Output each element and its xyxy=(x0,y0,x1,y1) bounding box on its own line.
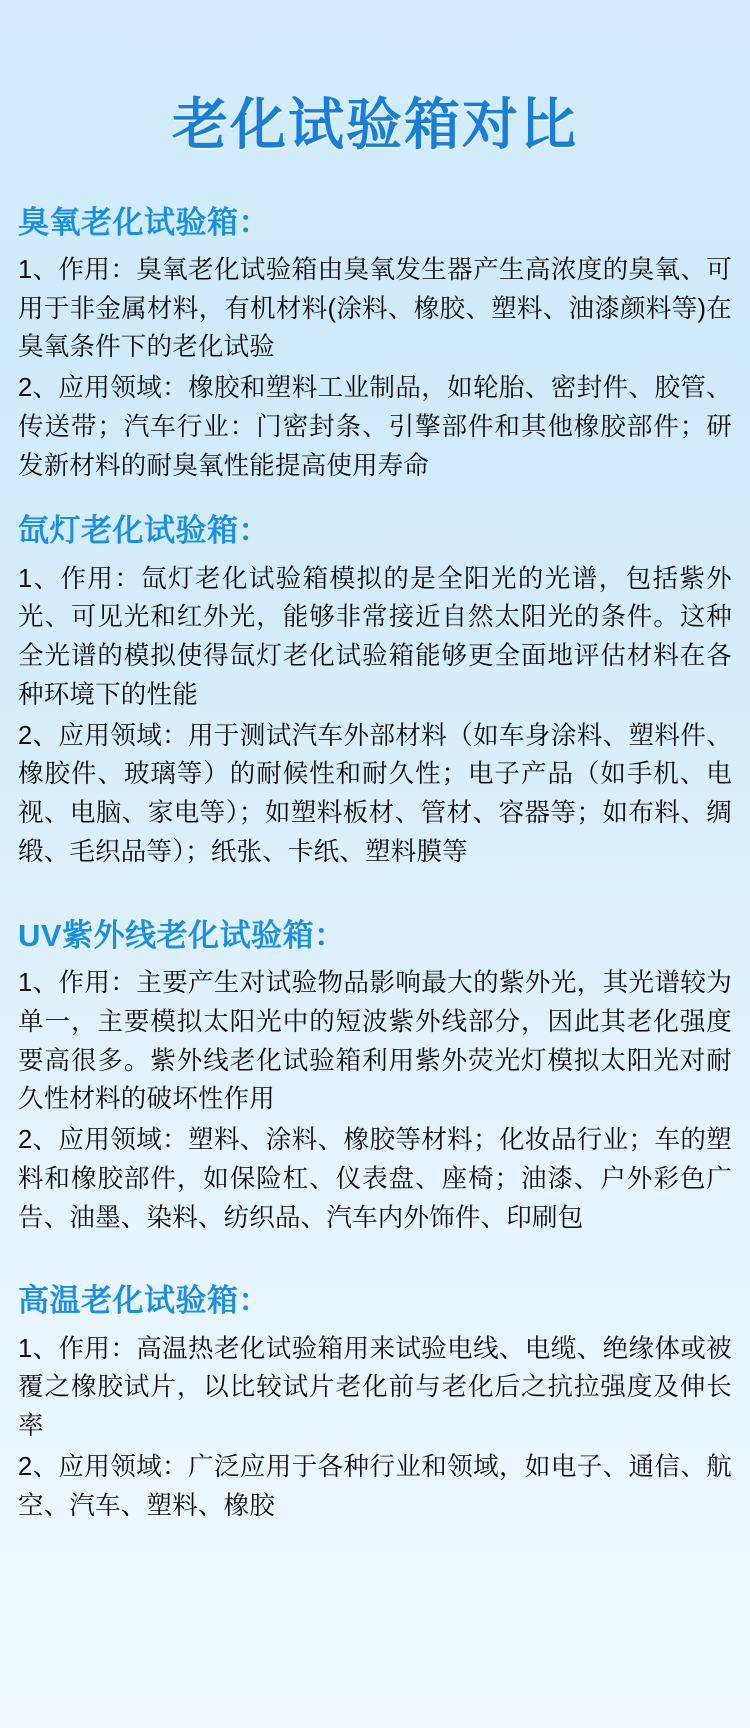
document-page xyxy=(0,38,750,1728)
section-heading: UV紫外线老化试验箱： xyxy=(18,917,346,953)
section-paragraph: 1、作用：主要产生对试验物品影响最大的紫外光，其光谱较为单一，主要模拟太阳光中的短波紫外线部分，因此其老化强度要高很多。紫外线老化试验箱利用紫外荧光灯模拟太阳光对耐久性材料的破坏性作用 xyxy=(18,969,732,1114)
section-paragraph: 1、作用：氙灯老化试验箱模拟的是全阳光的光谱，包括紫外光、可见光和红外光，能够非常接近自然太阳光的条件。这种全光谱的模拟使得氙灯老化试验箱能够更全面地评估材料在各种环境下的性能 xyxy=(18,564,732,709)
section-heading: 臭氧老化试验箱： xyxy=(18,204,270,240)
section-paragraph: 2、应用领域：广泛应用于各种行业和领域，如电子、通信、航空、汽车、塑料、橡胶 xyxy=(18,1452,732,1520)
section-heading: 高温老化试验箱： xyxy=(18,1283,270,1319)
section-paragraph: 1、作用：臭氧老化试验箱由臭氧发生器产生高浓度的臭氧、可用于非金属材料，有机材料(涂料、橡胶、塑料、油漆颜料等)在臭氧条件下的老化试验 xyxy=(18,255,732,362)
page-title: 老化试验箱对比 xyxy=(172,92,578,156)
section-paragraph: 2、应用领域：塑料、涂料、橡胶等材料；化妆品行业；车的塑料和橡胶部件，如保险杠、仪表盘、座椅；油漆、户外彩色广告、油墨、染料、纺织品、汽车内外饰件、印刷包 xyxy=(18,1126,732,1232)
section-high-temperature xyxy=(18,1281,732,1525)
section-paragraph: 1、作用：高温热老化试验箱用来试验电线、电缆、绝缘体或被覆之橡胶试片，以比较试片老化前与老化后之抗拉强度及伸长率 xyxy=(18,1334,732,1441)
section-paragraph: 2、应用领域：橡胶和塑料工业制品，如轮胎、密封件、胶管、传送带；汽车行业：门密封条、引擎部件和其他橡胶部件；研发新材料的耐臭氧性能提高使用寿命 xyxy=(18,374,732,480)
section-heading: 氙灯老化试验箱： xyxy=(18,513,270,549)
section-ozone xyxy=(18,203,732,486)
section-paragraph: 2、应用领域：用于测试汽车外部材料（如车身涂料、塑料件、橡胶件、玻璃等）的耐候性和耐久性；电子产品（如手机、电视、电脑、家电等）；如塑料板材、管材、容器等；如布料、绸缎、毛织品等）；纸张、卡纸、塑料膜等 xyxy=(18,721,732,866)
section-xenon xyxy=(18,511,732,871)
section-uv xyxy=(18,916,732,1238)
